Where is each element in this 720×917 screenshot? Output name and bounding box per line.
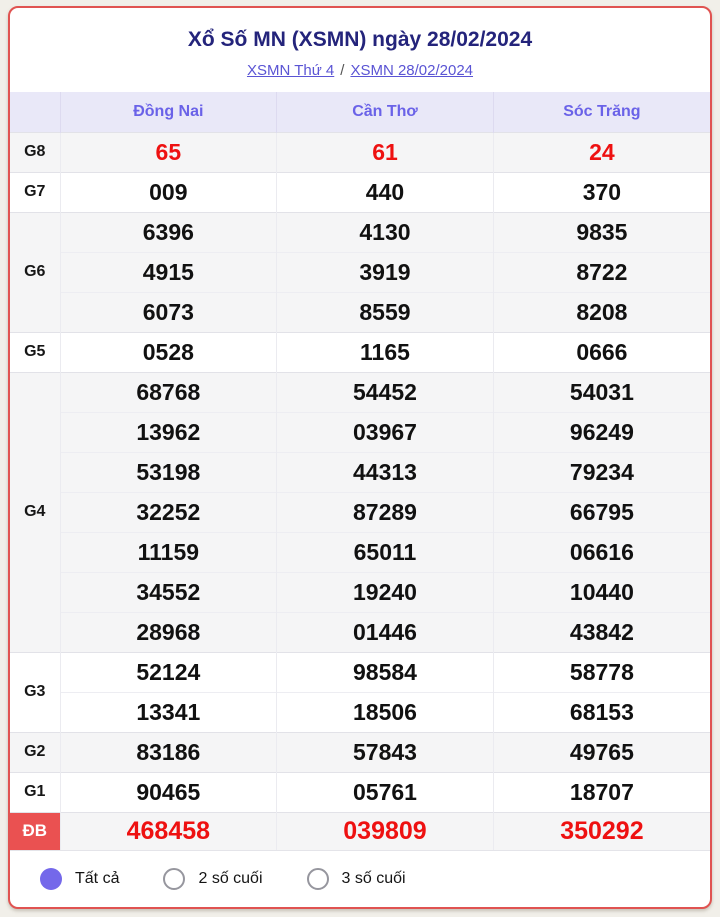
prize-label: G7 bbox=[10, 172, 60, 212]
prize-value: 8722 bbox=[493, 252, 710, 292]
radio-selected-icon[interactable] bbox=[40, 868, 62, 890]
prize-value: 96249 bbox=[493, 412, 710, 452]
table-row bbox=[10, 292, 710, 332]
prize-value: 87289 bbox=[277, 492, 494, 532]
column-header-province: Đồng Nai bbox=[60, 92, 277, 132]
table-row bbox=[10, 132, 710, 172]
prize-value: 370 bbox=[493, 172, 710, 212]
breadcrumb-link-date[interactable]: XSMN 28/02/2024 bbox=[350, 62, 474, 79]
prize-value: 28968 bbox=[60, 612, 277, 652]
radio-unselected-icon[interactable] bbox=[307, 868, 329, 890]
prize-value: 53198 bbox=[60, 452, 277, 492]
table-row bbox=[10, 812, 710, 850]
prize-label: G4 bbox=[10, 372, 60, 652]
prize-label: G6 bbox=[10, 212, 60, 332]
column-header-province: Sóc Trăng bbox=[493, 92, 710, 132]
prize-value: 58778 bbox=[493, 652, 710, 692]
prize-value: 43842 bbox=[493, 612, 710, 652]
prize-value: 01446 bbox=[277, 612, 494, 652]
prize-value: 68153 bbox=[493, 692, 710, 732]
column-header-province: Cần Thơ bbox=[277, 92, 494, 132]
prize-label: G8 bbox=[10, 132, 60, 172]
table-row bbox=[10, 252, 710, 292]
prize-value: 1165 bbox=[277, 332, 494, 372]
table-header-row bbox=[10, 92, 710, 132]
table-row bbox=[10, 692, 710, 732]
prize-value: 8208 bbox=[493, 292, 710, 332]
table-row bbox=[10, 412, 710, 452]
breadcrumb bbox=[10, 62, 710, 79]
prize-value: 9835 bbox=[493, 212, 710, 252]
table-row bbox=[10, 372, 710, 412]
corner-cell bbox=[10, 92, 60, 132]
prize-label: G1 bbox=[10, 772, 60, 812]
prize-value: 11159 bbox=[60, 532, 277, 572]
table-row bbox=[10, 492, 710, 532]
prize-value: 98584 bbox=[277, 652, 494, 692]
filter-option-last2[interactable] bbox=[163, 868, 262, 890]
prize-value: 52124 bbox=[60, 652, 277, 692]
breadcrumb-separator: / bbox=[340, 62, 345, 79]
prize-value: 13341 bbox=[60, 692, 277, 732]
prize-value: 54031 bbox=[493, 372, 710, 412]
display-mode-filter bbox=[10, 850, 710, 890]
prize-value: 009 bbox=[60, 172, 277, 212]
table-row bbox=[10, 732, 710, 772]
prize-value: 18506 bbox=[277, 692, 494, 732]
prize-value: 34552 bbox=[60, 572, 277, 612]
prize-value: 8559 bbox=[277, 292, 494, 332]
prize-label-special: ĐB bbox=[10, 812, 60, 850]
prize-value: 13962 bbox=[60, 412, 277, 452]
prize-value: 3919 bbox=[277, 252, 494, 292]
prize-value: 65011 bbox=[277, 532, 494, 572]
table-row bbox=[10, 172, 710, 212]
prize-value: 68768 bbox=[60, 372, 277, 412]
table-row bbox=[10, 532, 710, 572]
prize-value: 49765 bbox=[493, 732, 710, 772]
filter-option-last3[interactable] bbox=[307, 868, 406, 890]
prize-value: 039809 bbox=[277, 812, 494, 850]
prize-value: 19240 bbox=[277, 572, 494, 612]
prize-value: 0528 bbox=[60, 332, 277, 372]
filter-option-label: 3 số cuối bbox=[341, 870, 406, 887]
prize-value: 44313 bbox=[277, 452, 494, 492]
prize-label: G5 bbox=[10, 332, 60, 372]
prize-value: 10440 bbox=[493, 572, 710, 612]
prize-label: G3 bbox=[10, 652, 60, 732]
prize-value: 440 bbox=[277, 172, 494, 212]
filter-option-all[interactable] bbox=[40, 868, 119, 890]
table-row bbox=[10, 572, 710, 612]
prize-value: 54452 bbox=[277, 372, 494, 412]
table-row bbox=[10, 612, 710, 652]
prize-value: 03967 bbox=[277, 412, 494, 452]
prize-value: 4130 bbox=[277, 212, 494, 252]
prize-value: 61 bbox=[277, 132, 494, 172]
prize-value: 65 bbox=[60, 132, 277, 172]
prize-value: 18707 bbox=[493, 772, 710, 812]
prize-value: 32252 bbox=[60, 492, 277, 532]
prize-value: 468458 bbox=[60, 812, 277, 850]
table-row bbox=[10, 772, 710, 812]
lottery-results-card bbox=[8, 6, 712, 909]
breadcrumb-link-weekday[interactable]: XSMN Thứ 4 bbox=[246, 62, 335, 79]
prize-value: 4915 bbox=[60, 252, 277, 292]
table-row bbox=[10, 332, 710, 372]
prize-value: 05761 bbox=[277, 772, 494, 812]
prize-value: 350292 bbox=[493, 812, 710, 850]
prize-value: 6073 bbox=[60, 292, 277, 332]
table-row bbox=[10, 452, 710, 492]
prize-value: 6396 bbox=[60, 212, 277, 252]
table-row bbox=[10, 652, 710, 692]
filter-option-label: 2 số cuối bbox=[198, 870, 263, 887]
prize-value: 79234 bbox=[493, 452, 710, 492]
prize-value: 06616 bbox=[493, 532, 710, 572]
prize-value: 90465 bbox=[60, 772, 277, 812]
prize-value: 57843 bbox=[277, 732, 494, 772]
table-row bbox=[10, 212, 710, 252]
prize-label: G2 bbox=[10, 732, 60, 772]
radio-unselected-icon[interactable] bbox=[163, 868, 185, 890]
prize-value: 83186 bbox=[60, 732, 277, 772]
filter-option-label: Tất cả bbox=[75, 870, 120, 887]
prize-value: 24 bbox=[493, 132, 710, 172]
prize-value: 0666 bbox=[493, 332, 710, 372]
prize-value: 66795 bbox=[493, 492, 710, 532]
page-title: Xổ Số MN (XSMN) ngày 28/02/2024 bbox=[187, 28, 533, 51]
results-table bbox=[10, 92, 710, 850]
